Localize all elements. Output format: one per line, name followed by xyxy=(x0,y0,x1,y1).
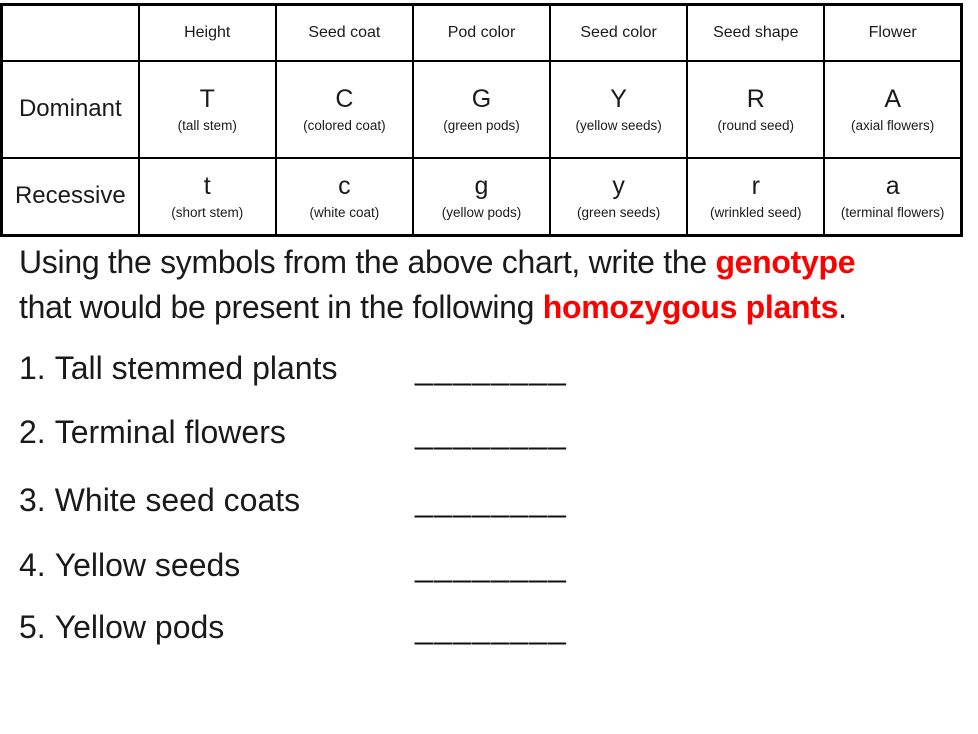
trait-cell-dominant-seed-shape xyxy=(687,61,824,158)
instruction-line1-black: Using the symbols from the above chart, write the xyxy=(19,244,716,280)
table-corner-cell xyxy=(2,5,139,61)
allele-description: (green seeds) xyxy=(576,205,661,221)
trait-cell-recessive-seed-coat xyxy=(276,158,413,236)
answer-blank: ________ xyxy=(415,482,567,518)
column-header-pod-color: Pod color xyxy=(413,5,550,61)
instruction-line-2 xyxy=(19,285,971,330)
instruction-period: . xyxy=(838,289,847,325)
allele-symbol: c xyxy=(338,172,351,201)
answer-blank: ________ xyxy=(415,350,567,386)
allele-symbol: A xyxy=(884,85,902,113)
question-row-1 xyxy=(19,348,959,388)
question-number: 2. xyxy=(19,414,46,450)
question-text: Tall stemmed plants xyxy=(54,350,338,386)
allele-symbol: R xyxy=(746,85,765,113)
allele-symbol: t xyxy=(203,172,211,201)
allele-description: (wrinkled seed) xyxy=(710,205,802,221)
trait-cell-recessive-seed-color xyxy=(550,158,687,236)
allele-description: (white coat) xyxy=(309,205,380,221)
column-header-height: Height xyxy=(139,5,276,61)
trait-cell-dominant-pod-color xyxy=(413,61,550,158)
question-text: White seed coats xyxy=(54,482,301,518)
allele-symbol: y xyxy=(612,172,625,201)
question-row-5 xyxy=(19,607,959,647)
instruction-line2-black: that would be present in the following xyxy=(19,289,543,325)
column-header-flower: Flower xyxy=(824,5,961,61)
trait-cell-recessive-pod-color xyxy=(413,158,550,236)
question-number: 3. xyxy=(19,482,46,518)
trait-cell-dominant-seed-color xyxy=(550,61,687,158)
allele-description: (terminal flowers) xyxy=(840,205,945,221)
allele-symbol: Y xyxy=(610,85,627,113)
question-row-2 xyxy=(19,412,959,452)
answer-blank: ________ xyxy=(415,414,567,450)
row-label-dominant: Dominant xyxy=(2,61,139,158)
allele-description: (colored coat) xyxy=(303,118,386,133)
question-row-4 xyxy=(19,545,959,585)
trait-cell-recessive-seed-shape xyxy=(687,158,824,236)
trait-cell-dominant-flower xyxy=(824,61,961,158)
question-text: Terminal flowers xyxy=(54,414,286,450)
column-header-seed-color: Seed color xyxy=(550,5,687,61)
question-number: 4. xyxy=(19,547,46,583)
question-number: 1. xyxy=(19,350,46,386)
allele-description: (round seed) xyxy=(717,118,795,133)
allele-symbol: g xyxy=(474,172,489,201)
question-row-3 xyxy=(19,480,959,520)
answer-blank: ________ xyxy=(415,547,567,583)
instruction-text xyxy=(19,240,971,330)
instruction-word-genotype: genotype xyxy=(715,244,856,280)
column-header-seed-coat: Seed coat xyxy=(276,5,413,61)
question-text: Yellow pods xyxy=(54,609,225,645)
trait-cell-recessive-height xyxy=(139,158,276,236)
answer-blank: ________ xyxy=(415,609,567,645)
allele-symbol: C xyxy=(335,85,354,113)
allele-symbol: r xyxy=(751,172,760,201)
question-text: Yellow seeds xyxy=(54,547,241,583)
trait-cell-dominant-height xyxy=(139,61,276,158)
trait-cell-dominant-seed-coat xyxy=(276,61,413,158)
allele-description: (tall stem) xyxy=(177,118,237,133)
allele-description: (short stem) xyxy=(171,205,244,221)
table-row-recessive xyxy=(2,158,962,236)
table-header-row xyxy=(2,5,962,61)
column-header-seed-shape: Seed shape xyxy=(687,5,824,61)
instruction-phrase-homozygous-plants: homozygous plants xyxy=(542,289,839,325)
table-row-dominant xyxy=(2,61,962,158)
trait-cell-recessive-flower xyxy=(824,158,961,236)
allele-symbol: T xyxy=(199,85,215,113)
allele-description: (green pods) xyxy=(443,118,520,133)
question-number: 5. xyxy=(19,609,46,645)
allele-description: (yellow seeds) xyxy=(575,118,662,133)
row-label-recessive: Recessive xyxy=(2,158,139,236)
trait-table xyxy=(0,3,963,237)
allele-description: (axial flowers) xyxy=(851,118,935,133)
instruction-line-1 xyxy=(19,240,971,285)
allele-symbol: a xyxy=(885,172,900,201)
allele-symbol: G xyxy=(471,85,492,113)
allele-description: (yellow pods) xyxy=(441,205,522,221)
